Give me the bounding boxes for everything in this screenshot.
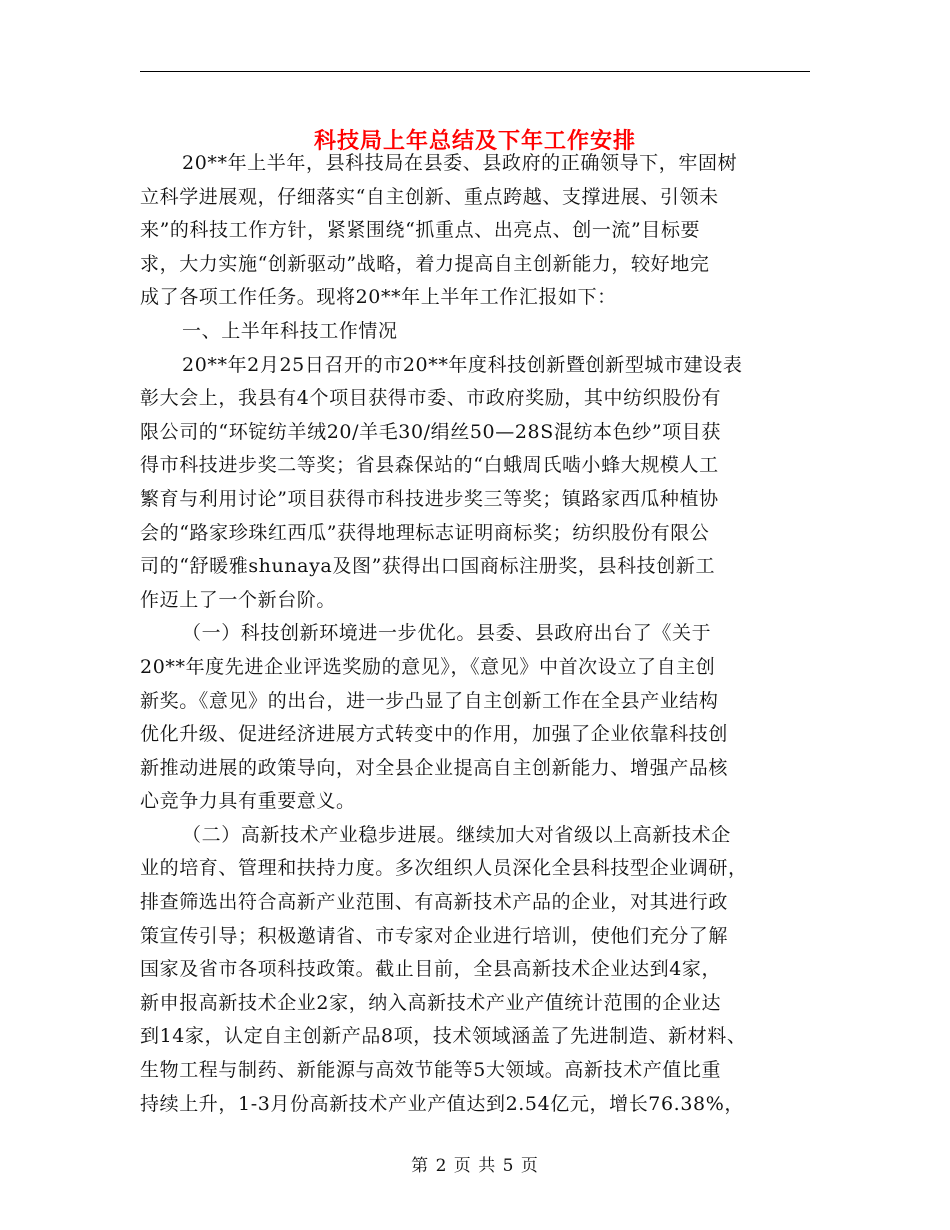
text-line: 成了各项工作任务。现将20**年上半年工作汇报如下： xyxy=(140,286,617,309)
paragraph-intro xyxy=(140,147,810,315)
text-line: 会的“路家珍珠红西瓜”获得地理标志证明商标奖；纺织股份有限公 xyxy=(140,521,710,544)
text-line: 司的“舒暖雅shunaya及图”获得出口国商标注册奖，县科技创新工 xyxy=(140,555,716,578)
text-line: 立科学进展观，仔细落实“自主创新、重点跨越、支撑进展、引领未 xyxy=(140,185,719,208)
text-line: 20**年上半年，县科技局在县委、县政府的正确领导下，牢固树 xyxy=(182,152,738,174)
text-line: 策宣传引导；积极邀请省、市专家对企业进行培训，使他们充分了解 xyxy=(140,924,729,947)
text-line: 心竞争力具有重要意义。 xyxy=(140,790,356,813)
text-line: 20**年2月25日召开的市20**年度科技创新暨创新型城市建设表 xyxy=(182,353,743,376)
text-line: 持续上升，1-3月份高新技术产业产值达到2.54亿元，增长76.38%， xyxy=(140,1092,744,1115)
text-line: 彰大会上，我县有4个项目获得市委、市政府奖励，其中纺织股份有 xyxy=(140,387,722,410)
text-line: 一、上半年科技工作情况 xyxy=(182,319,398,342)
text-line: 来”的科技工作方针，紧紧围绕“抓重点、出亮点、创一流”目标要 xyxy=(140,219,701,242)
paragraph-innovation-environment xyxy=(140,617,810,819)
text-line: 新推动进展的政策导向，对全县企业提高自主创新能力、增强产品核 xyxy=(140,756,729,779)
page-number: 第 2 页 共 5 页 xyxy=(411,1156,539,1176)
text-line: （一）科技创新环境进一步优化。县委、县政府出台了《关于 xyxy=(182,622,712,645)
text-line: （二）高新技术产业稳步进展。继续加大对省级以上高新技术企 xyxy=(182,823,731,846)
paragraph-high-tech-industry xyxy=(140,819,810,1121)
header-rule xyxy=(140,71,810,72)
text-line: 新奖。《意见》的出台，进一步凸显了自主创新工作在全县产业结构 xyxy=(140,689,719,712)
document-body xyxy=(140,147,810,1121)
text-line: 业的培育、管理和扶持力度。多次组织人员深化全县科技型企业调研， xyxy=(140,857,748,880)
text-line: 生物工程与制药、新能源与高效节能等5大领域。高新技术产值比重 xyxy=(140,1059,722,1082)
paragraph-awards xyxy=(140,349,810,618)
text-line: 作迈上了一个新台阶。 xyxy=(140,588,337,611)
text-line: 限公司的“环锭纺羊绒20/羊毛30/绢丝50—28S混纺本色纱”项目获 xyxy=(140,420,721,443)
text-line: 得市科技进步奖二等奖；省县森保站的“白蛾周氏啮小蜂大规模人工 xyxy=(140,454,719,477)
text-line: 到14家，认定自主创新产品8项，技术领域涵盖了先进制造、新材料、 xyxy=(140,1025,747,1048)
text-line: 优化升级、促进经济进展方式转变中的作用，加强了企业依靠科技创 xyxy=(140,723,729,746)
text-line: 20**年度先进企业评选奖励的意见》，《意见》中首次设立了自主创 xyxy=(140,655,716,678)
text-line: 国家及省市各项科技政策。截止目前，全县高新技术企业达到4家， xyxy=(140,958,722,981)
text-line: 求，大力实施“创新驱动”战略，着力提高自主创新能力，较好地完 xyxy=(140,252,710,275)
text-line: 繁育与利用讨论”项目获得市科技进步奖三等奖；镇路家西瓜种植协 xyxy=(140,487,719,510)
text-line: 新申报高新技术企业2家，纳入高新技术产业产值统计范围的企业达 xyxy=(140,991,722,1014)
document-title: 科技局上年总结及下年工作安排 xyxy=(313,127,636,154)
text-line: 排查筛选出符合高新产业范围、有高新技术产品的企业，对其进行政 xyxy=(140,891,729,914)
section-heading-1 xyxy=(140,315,810,349)
